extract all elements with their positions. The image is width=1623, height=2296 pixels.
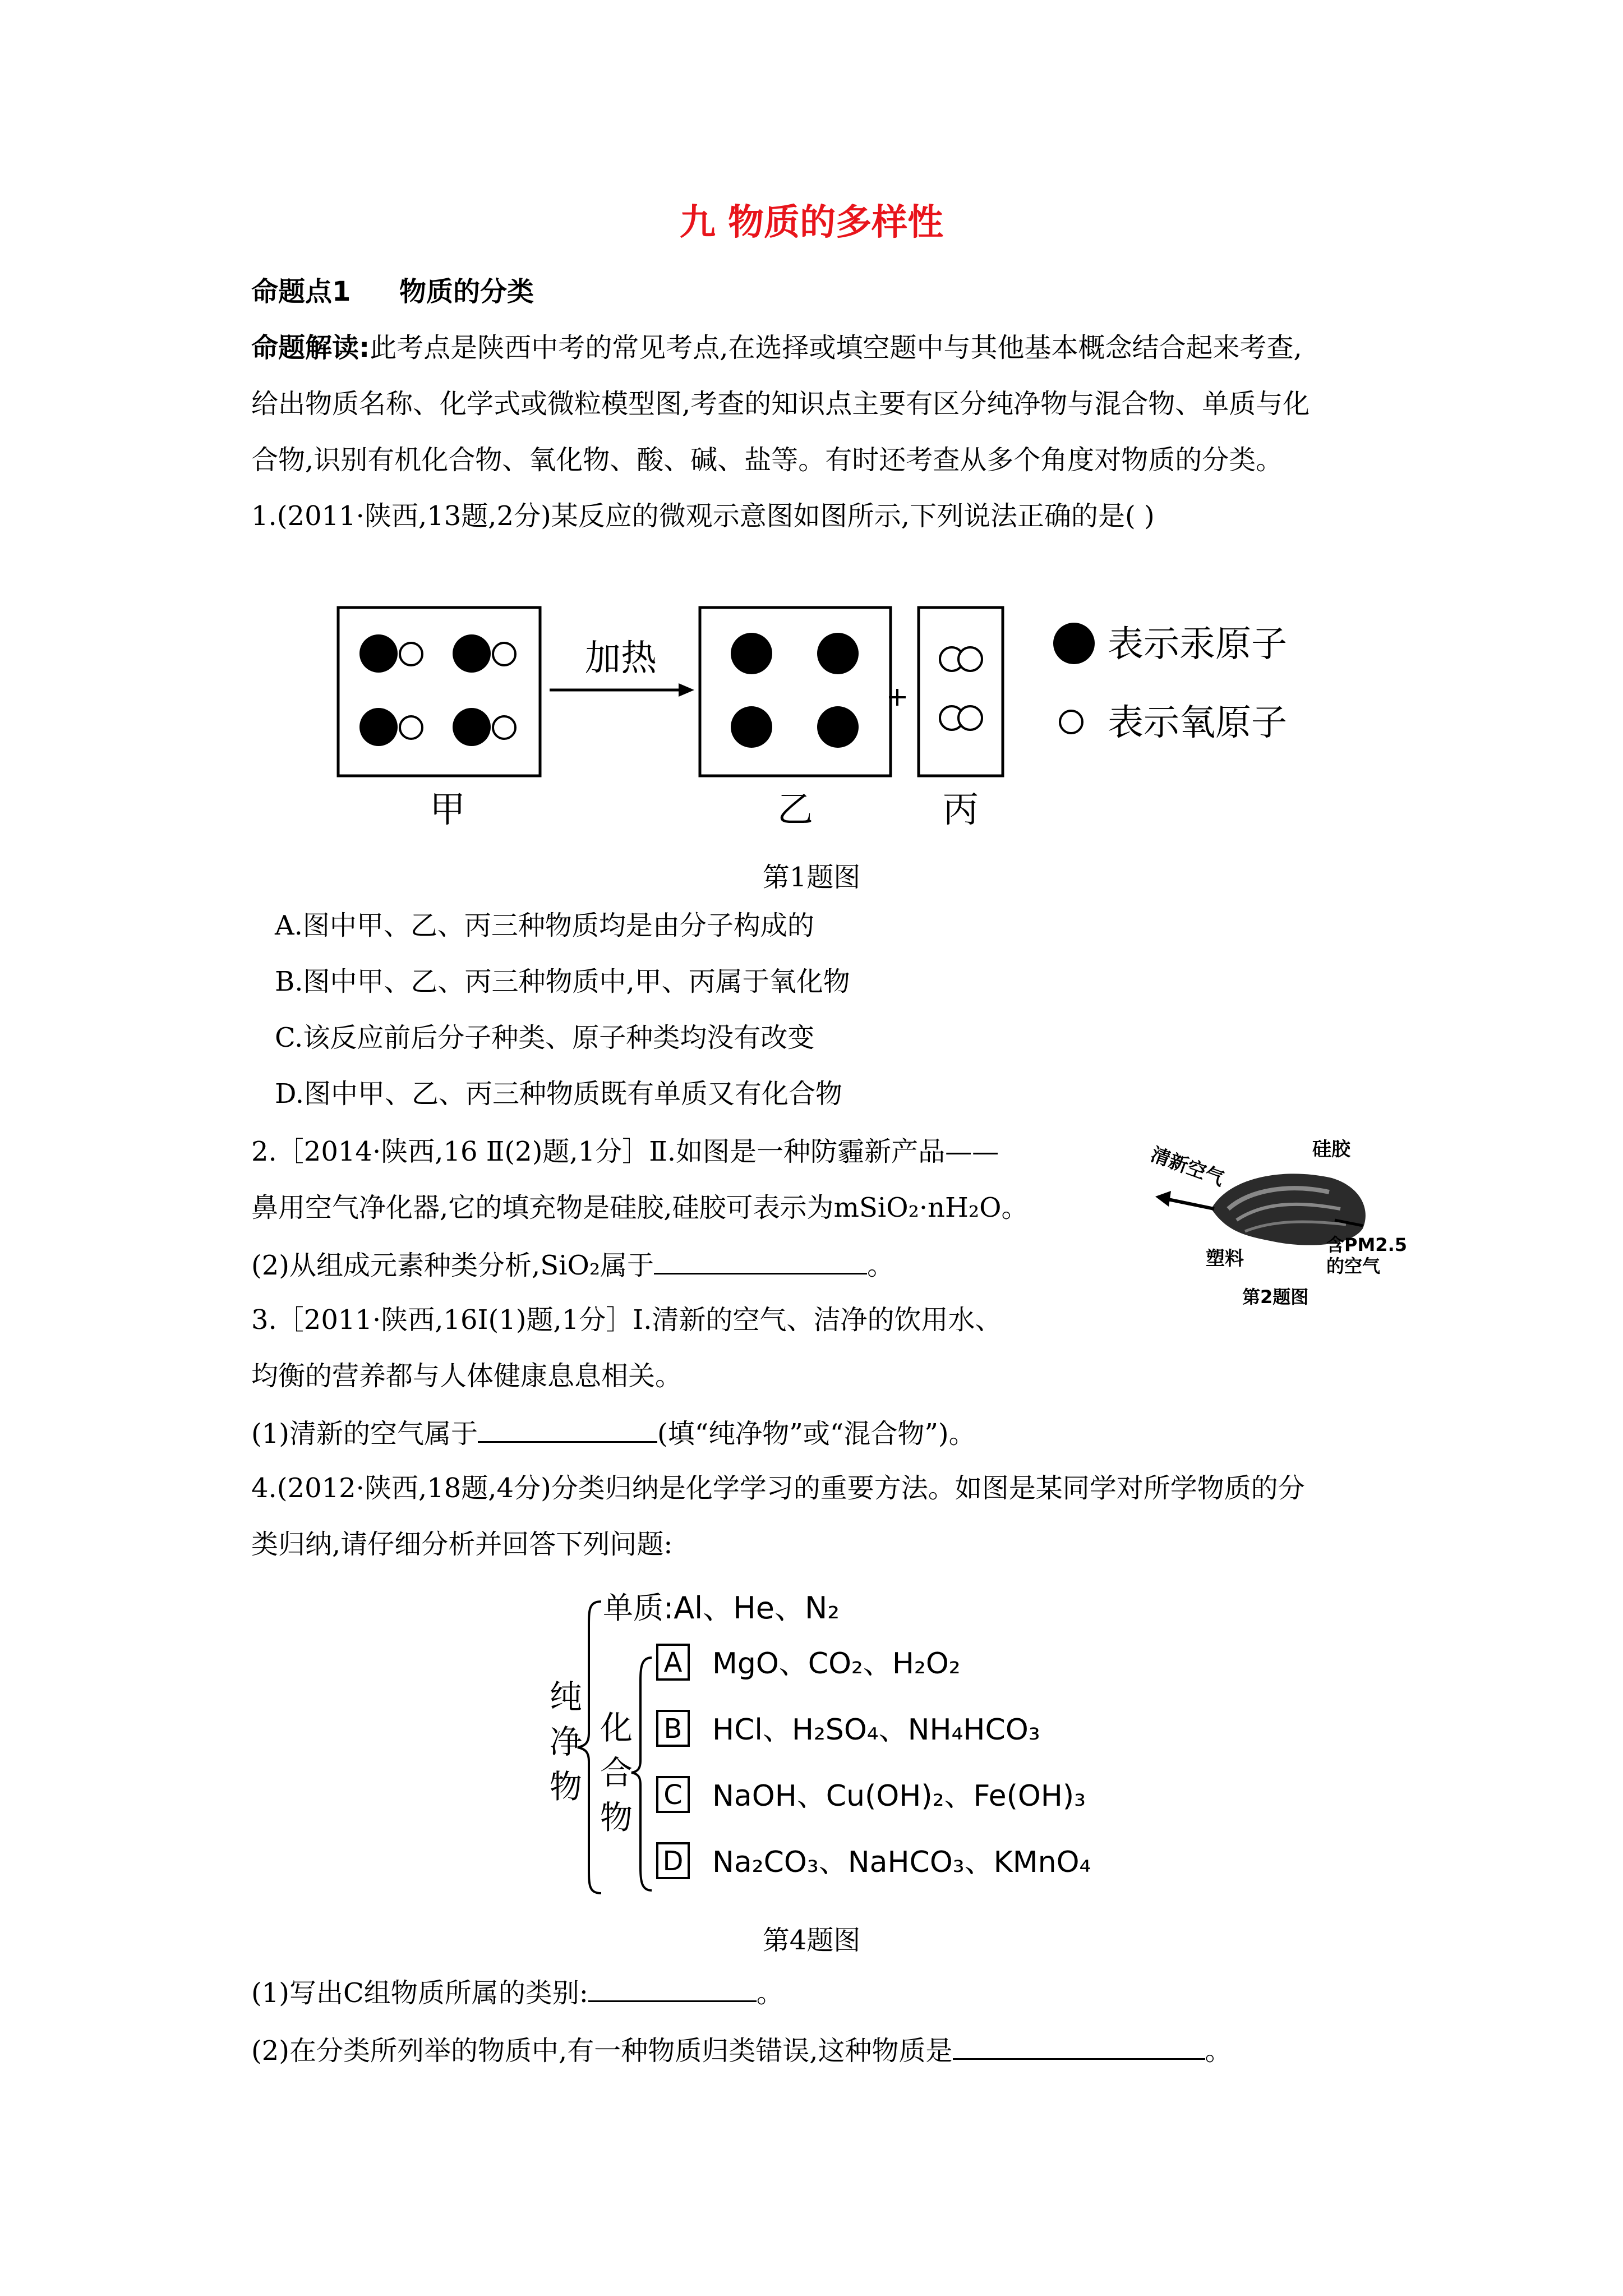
q4-sub-1-question: (1)写出C组物质所属的类别: [251, 1977, 588, 2009]
molecules-jia [359, 634, 515, 746]
q1-option-b: B.图中甲、乙、丙三种物质中,甲、丙属于氧化物 [275, 966, 850, 997]
group-c-items: NaOH、Cu(OH)₂、Fe(OH)₃ [712, 1779, 1086, 1813]
q1-stem: 1.(2011·陕西,13题,2分)某反应的微观示意图如图所示,下列说法正确的是( ) [251, 500, 1155, 532]
root-char-2: 净 [550, 1723, 583, 1761]
arrow-label: 加热 [585, 638, 657, 679]
group-d-items: Na₂CO₃、NaHCO₃、KMnO₄ [712, 1846, 1091, 1879]
airflow-arrow [1165, 1199, 1214, 1209]
q4-sub-1-blank[interactable] [588, 1975, 757, 2002]
q4-sub-1: (1)写出C组物质所属的类别: 。 [251, 1975, 783, 2010]
section-label: 命题点1 [251, 276, 351, 307]
q2-answer-blank[interactable] [654, 1247, 867, 1274]
molecules-bing [940, 647, 982, 730]
group-b-items: HCl、H₂SO₄、NH₄HCO₃ [712, 1713, 1040, 1747]
label-pm25: 含PM2.5 [1326, 1234, 1407, 1255]
label-silica-gel: 硅胶 [1312, 1138, 1350, 1161]
q2-line-2: 鼻用空气净化器,它的填充物是硅胶,硅胶可表示为mSiO₂·nH₂O。 [251, 1192, 1029, 1223]
outer-brace [578, 1602, 601, 1893]
q4-caption: 第4题图 [762, 1925, 861, 1956]
q4-sub-2-blank[interactable] [953, 2032, 1205, 2060]
q4-sub-2-question: (2)在分类所列举的物质中,有一种物质归类错误,这种物质是 [251, 2035, 953, 2067]
inner-brace [631, 1658, 652, 1890]
q2-line-1: 2.［2014·陕西,16 Ⅱ(2)题,1分］Ⅱ.如图是一种防霾新产品—— [251, 1136, 999, 1167]
group-a-label: A [663, 1647, 683, 1678]
q1-caption: 第1题图 [762, 862, 861, 893]
atoms-yi [731, 633, 859, 748]
group-b-label: B [663, 1713, 683, 1745]
label-fresh-air: 清新空气 [1147, 1143, 1227, 1191]
label-jia: 甲 [430, 789, 465, 831]
compound-char-1: 化 [600, 1709, 633, 1747]
group-c-label: C [663, 1779, 683, 1811]
q2-figure [1144, 1125, 1407, 1310]
q2-line-3: (2)从组成元素种类分析,SiO₂属于 。 [251, 1247, 894, 1282]
intro-line-3: 合物,识别有机化合物、氧化物、酸、碱、盐等。有时还考查从多个角度对物质的分类。 [251, 444, 1283, 476]
legend-oxygen: 表示氧原子 [1108, 702, 1287, 744]
intro-label: 命题解读: [251, 332, 370, 364]
box-bing [919, 608, 1003, 776]
label-air: 的空气 [1326, 1255, 1381, 1277]
intro-line-2: 给出物质名称、化学式或微粒模型图,考查的知识点主要有区分纯净物与混合物、单质与化 [251, 388, 1310, 420]
q2-question: (2)从组成元素种类分析,SiO₂属于 [251, 1250, 654, 1281]
q1-option-c: C.该反应前后分子种类、原子种类均没有改变 [275, 1022, 815, 1053]
q3-line-3: (1)清新的空气属于 (填“纯净物”或“混合物”)。 [251, 1415, 976, 1451]
legend-oxygen-icon [1060, 711, 1082, 733]
q1-figure [325, 595, 1335, 841]
compound-char-3: 物 [600, 1798, 633, 1837]
arrow-head [679, 683, 694, 697]
group-a-items: MgO、CO₂、H₂O₂ [712, 1647, 961, 1681]
q4-sub-2: (2)在分类所列举的物质中,有一种物质归类错误,这种物质是 。 [251, 2032, 1232, 2068]
legend-mercury: 表示汞原子 [1108, 624, 1287, 665]
compound-char-2: 合 [600, 1754, 633, 1792]
q2-caption: 第2题图 [1242, 1286, 1309, 1308]
q3-line-1: 3.［2011·陕西,16Ⅰ(1)题,1分］Ⅰ.清新的空气、洁净的饮用水、 [251, 1304, 1002, 1336]
page-title: 九 物质的多样性 [679, 202, 944, 243]
q4-figure [533, 1582, 1178, 1896]
q1-option-a: A.图中甲、乙、丙三种物质均是由分子构成的 [275, 910, 814, 941]
q4-line-1: 4.(2012·陕西,18题,4分)分类归纳是化学学习的重要方法。如图是某同学对所学物质的分 [251, 1473, 1305, 1504]
q4-line-2: 类归纳,请仔细分析并回答下列问题: [251, 1529, 673, 1560]
label-plastic: 塑料 [1206, 1248, 1244, 1270]
q3-answer-blank[interactable] [478, 1415, 657, 1443]
section-name: 物质的分类 [399, 276, 534, 307]
label-bing: 丙 [943, 789, 979, 831]
intro-line-1 [251, 331, 1302, 365]
box-jia [338, 608, 540, 776]
q3-question: (1)清新的空气属于 [251, 1418, 478, 1450]
simple-substance: 单质:Al、He、N₂ [603, 1590, 840, 1626]
label-yi: 乙 [777, 789, 813, 831]
legend-mercury-icon [1053, 623, 1095, 664]
group-d-label: D [662, 1846, 684, 1877]
q3-line-2: 均衡的营养都与人体健康息息相关。 [251, 1360, 683, 1392]
q1-option-d: D.图中甲、乙、丙三种物质既有单质又有化合物 [275, 1078, 843, 1110]
intro-text-1: 此考点是陕西中考的常见考点,在选择或填空题中与其他基本概念结合起来考查, [370, 332, 1302, 364]
root-char-1: 纯 [550, 1678, 583, 1716]
box-yi [700, 608, 891, 776]
root-char-3: 物 [550, 1768, 583, 1806]
